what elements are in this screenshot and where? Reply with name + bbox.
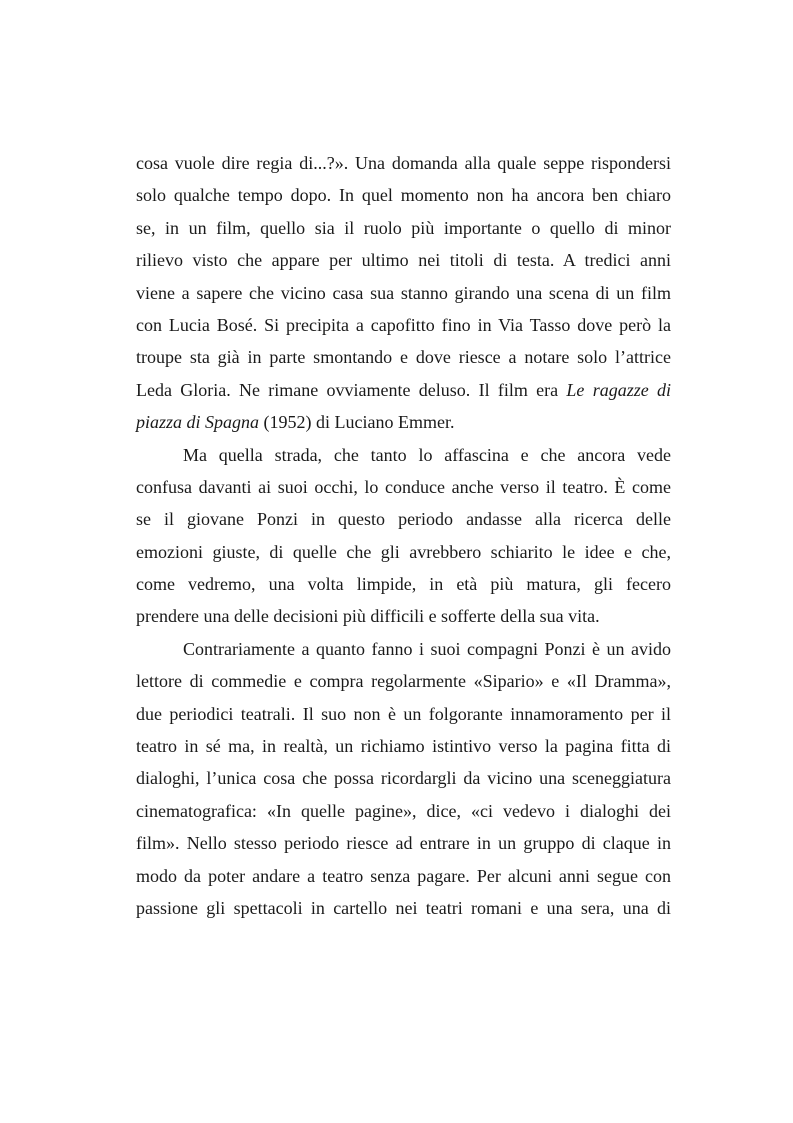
text-line: film». Nello stesso periodo riesce ad entrare in un gruppo di claque in <box>136 833 671 854</box>
text-line: prendere una delle decisioni più difficili e sofferte della sua vita. <box>136 606 600 627</box>
text-line: troupe sta già in parte smontando e dove riesce a notare solo l’attrice <box>136 347 671 368</box>
text-run: Leda Gloria. Ne rimane ovviamente deluso. Il film era <box>136 379 567 400</box>
text-line: Ma quella strada, che tanto lo affascina e che ancora vede <box>183 444 671 465</box>
text-line: se il giovane Ponzi in questo periodo andasse alla ricerca delle <box>136 509 671 530</box>
text-line: lettore di commedie e compra regolarmente «Sipario» e «Il Dramma», <box>136 671 671 692</box>
text-run: (1952) di Luciano Emmer. <box>259 412 455 433</box>
text-line: rilievo visto che appare per ultimo nei titoli di testa. A tredici anni <box>136 250 671 271</box>
text-line <box>136 374 671 406</box>
text-line: teatro in sé ma, in realtà, un richiamo istintivo verso la pagina fitta di <box>136 736 671 757</box>
text-line: cinematografica: «In quelle pagine», dice, «ci vedevo i dialoghi dei <box>136 800 671 821</box>
text-line: Contrariamente a quanto fanno i suoi compagni Ponzi è un avido <box>183 638 671 659</box>
film-title-italic: piazza di Spagna <box>136 412 260 433</box>
text-line: confusa davanti ai suoi occhi, lo conduce anche verso il teatro. È come <box>136 476 671 497</box>
text-line: dialoghi, l’unica cosa che possa ricordargli da vicino una sceneggiatura <box>136 768 671 789</box>
text-line: modo da poter andare a teatro senza pagare. Per alcuni anni segue con <box>136 865 671 886</box>
text-line: passione gli spettacoli in cartello nei teatri romani e una sera, una di <box>136 897 671 918</box>
text-line: con Lucia Bosé. Si precipita a capofitto fino in Via Tasso dove però la <box>136 314 671 335</box>
text-line: solo qualche tempo dopo. In quel momento non ha ancora ben chiaro <box>136 185 671 206</box>
text-line: se, in un film, quello sia il ruolo più importante o quello di minor <box>136 217 671 238</box>
text-line <box>136 406 671 438</box>
film-title-italic: Le ragazze di <box>566 379 671 400</box>
text-line: come vedremo, una volta limpide, in età più matura, gli fecero <box>136 574 671 595</box>
text-line: cosa vuole dire regia di...?». Una domanda alla quale seppe rispondersi <box>136 153 671 173</box>
text-line: viene a sapere che vicino casa sua stanno girando una scena di un film <box>136 282 671 303</box>
body-text <box>136 147 671 924</box>
text-line: due periodici teatrali. Il suo non è un folgorante innamoramento per il <box>136 703 671 724</box>
text-line: emozioni giuste, di quelle che gli avrebbero schiarito le idee e che, <box>136 541 671 562</box>
